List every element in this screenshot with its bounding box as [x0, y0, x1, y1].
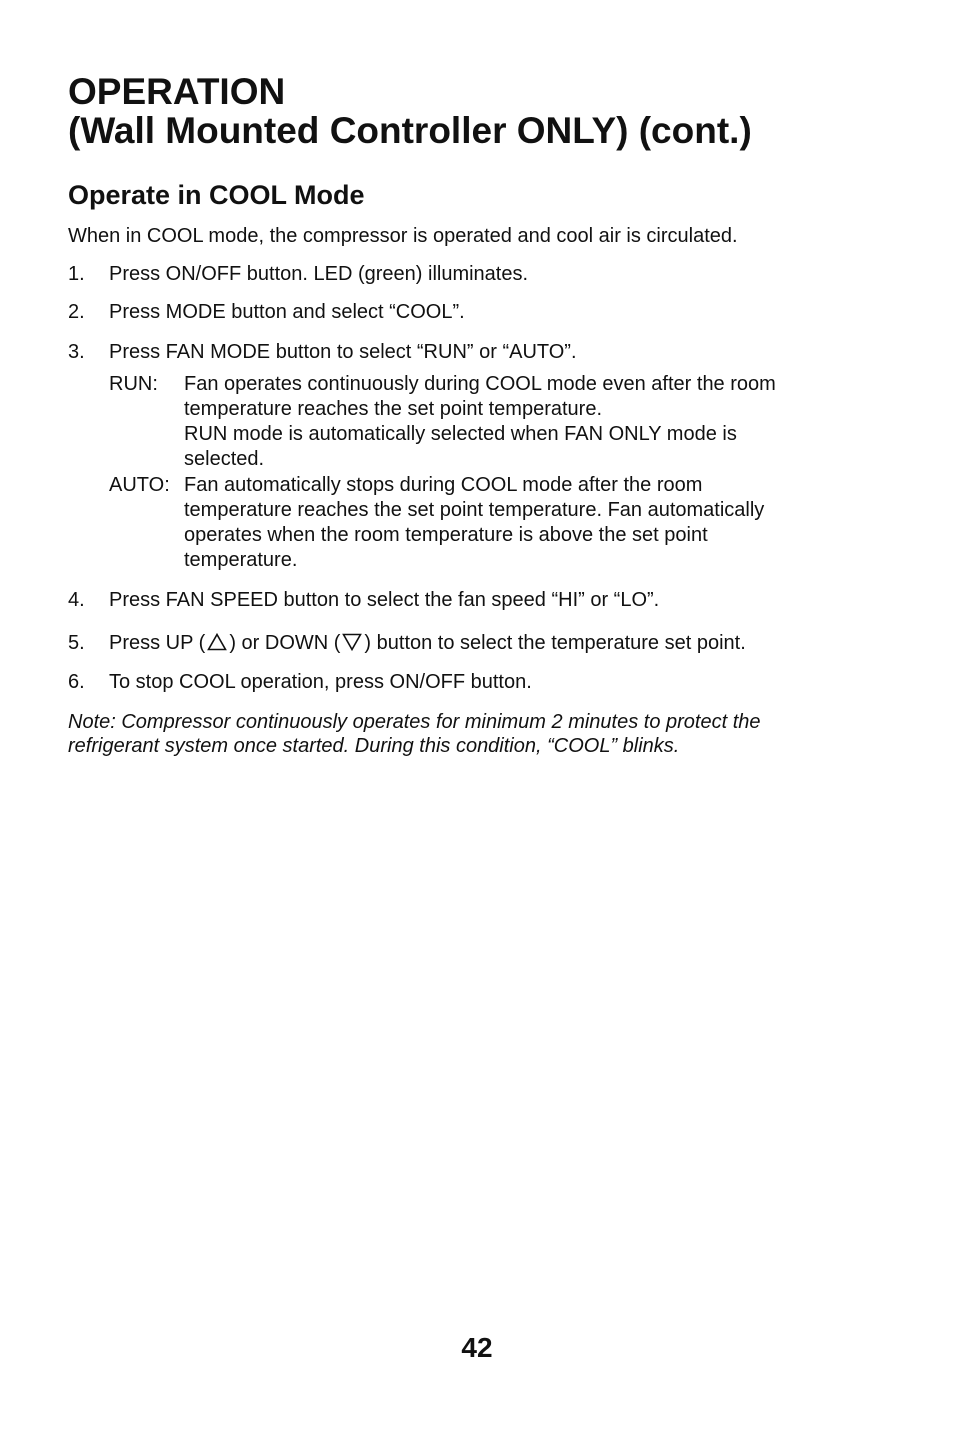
section-title: Operate in COOL Mode	[68, 180, 365, 210]
step-text: Press ON/OFF button. LED (green) illuminates.	[109, 263, 529, 285]
up-triangle-icon	[207, 633, 227, 651]
step-1	[68, 262, 888, 286]
document-page	[68, 72, 888, 758]
description-line: temperature reaches the set point temperature. Fan automatically	[184, 499, 765, 521]
fan-mode-term: RUN:	[109, 373, 158, 395]
step-text-part: ) or DOWN (	[229, 632, 341, 654]
fan-mode-auto	[109, 473, 888, 573]
step-number: 6.	[68, 671, 85, 693]
step-number: 4.	[68, 589, 85, 611]
page-title-line-1: OPERATION	[68, 71, 286, 112]
intro-paragraph: When in COOL mode, the compressor is operated and cool air is circulated.	[68, 225, 738, 247]
description-line: RUN mode is automatically selected when FAN ONLY mode is	[184, 423, 737, 445]
step-5	[68, 631, 888, 655]
note-line-2: refrigerant system once started. During this condition, “COOL” blinks.	[68, 735, 680, 757]
step-4	[68, 588, 888, 612]
page-number: 42	[461, 1332, 493, 1363]
step-text-part: Press UP (	[109, 632, 206, 654]
step-text: Press MODE button and select “COOL”.	[109, 301, 465, 323]
steps-list	[68, 262, 888, 694]
description-line: selected.	[184, 448, 265, 470]
note-line-1: Note: Compressor continuously operates for minimum 2 minutes to protect the	[68, 711, 761, 733]
fan-mode-definitions	[109, 372, 888, 573]
step-text-part: ) button to select the temperature set point.	[364, 632, 746, 654]
step-number: 2.	[68, 301, 85, 323]
page-title-line-2: (Wall Mounted Controller ONLY) (cont.)	[68, 110, 752, 151]
step-number: 1.	[68, 263, 85, 285]
step-text: Press FAN MODE button to select “RUN” or “AUTO”.	[109, 341, 577, 363]
page-title	[68, 72, 888, 150]
fan-mode-description	[184, 473, 888, 573]
description-line: temperature.	[184, 549, 298, 571]
step-6	[68, 670, 888, 694]
description-line: temperature reaches the set point temperature.	[184, 398, 603, 420]
fan-mode-term: AUTO:	[109, 474, 170, 496]
description-line: Fan automatically stops during COOL mode after the room	[184, 474, 703, 496]
down-triangle-icon	[342, 633, 362, 651]
step-2	[68, 300, 888, 324]
description-line: Fan operates continuously during COOL mode even after the room	[184, 373, 776, 395]
description-line: operates when the room temperature is above the set point	[184, 524, 708, 546]
step-number: 5.	[68, 632, 85, 654]
fan-mode-run	[109, 372, 888, 472]
step-text	[109, 632, 746, 654]
step-number: 3.	[68, 341, 85, 363]
note-paragraph	[68, 710, 888, 758]
step-3	[68, 340, 888, 573]
fan-mode-description	[184, 372, 888, 472]
step-text: Press FAN SPEED button to select the fan speed “HI” or “LO”.	[109, 589, 660, 611]
step-text: To stop COOL operation, press ON/OFF button.	[109, 671, 532, 693]
